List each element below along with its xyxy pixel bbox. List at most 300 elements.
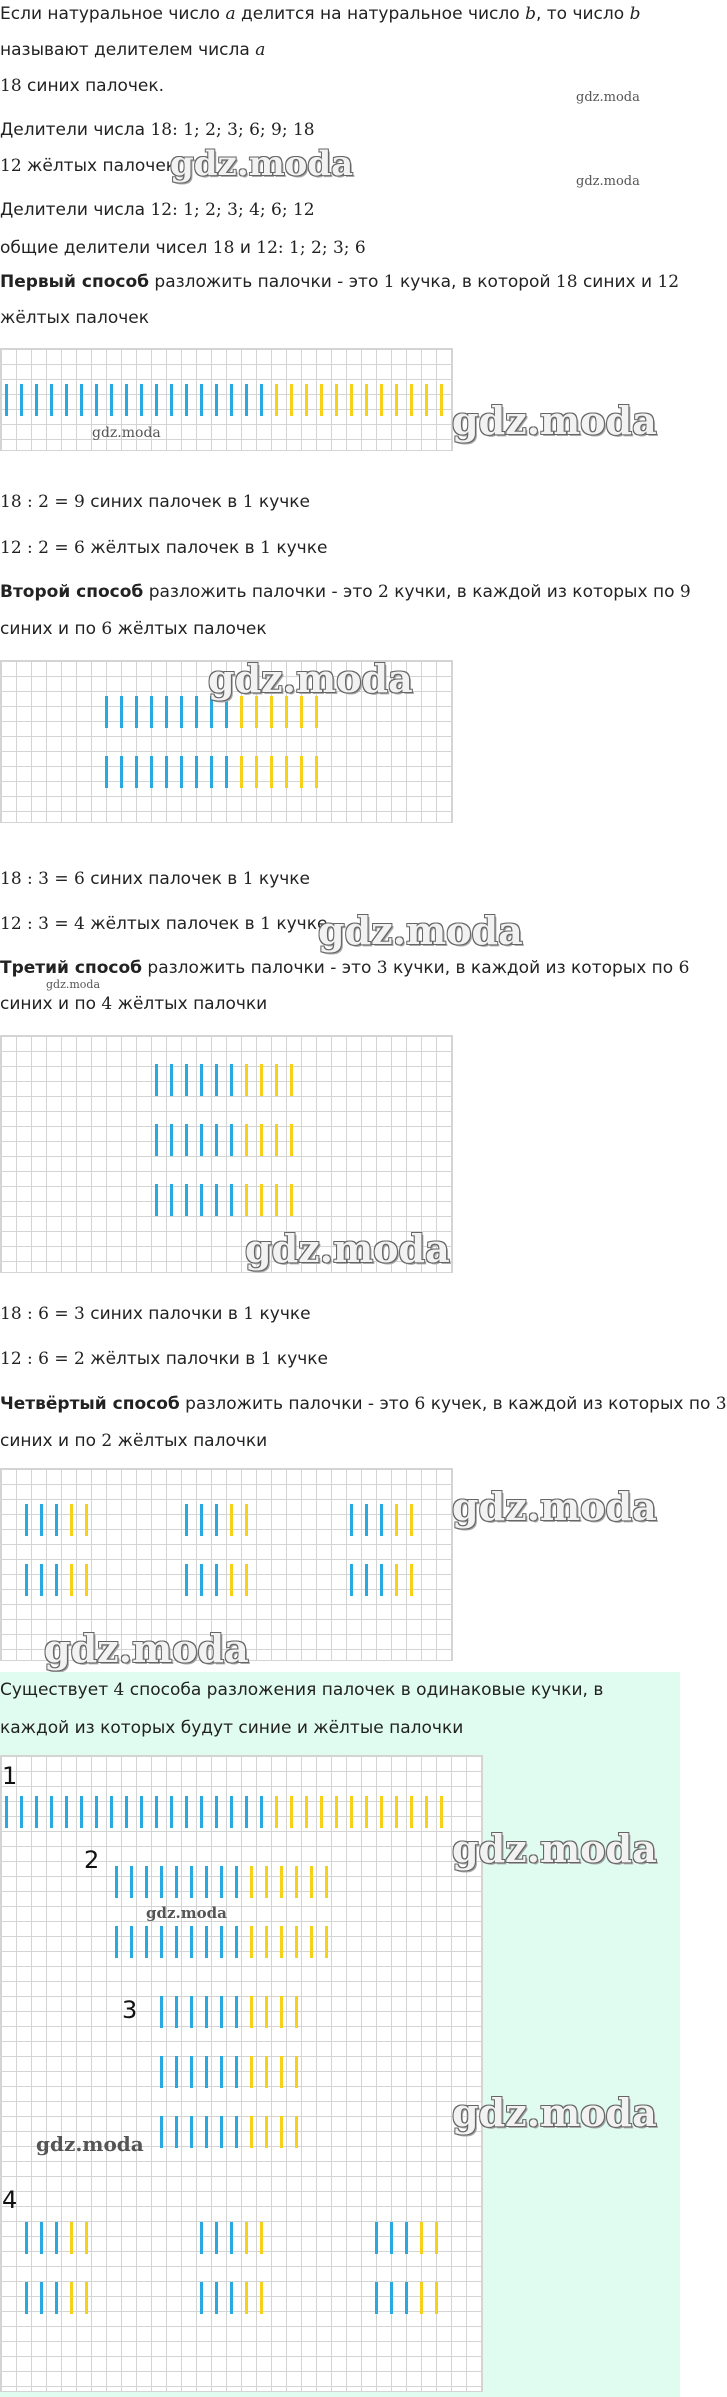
blue-stick <box>375 2222 378 2254</box>
blue-stick <box>160 2056 163 2088</box>
yellow-stick <box>380 1796 383 1828</box>
var-a: a <box>225 4 236 24</box>
yellow-stick <box>260 1064 263 1096</box>
blue-stick <box>230 1184 233 1216</box>
blue-stick <box>195 696 198 728</box>
text: разложить палочки - это <box>143 582 379 602</box>
watermark-small: gdz.moda <box>146 1904 227 1922</box>
intro-line-5 <box>0 154 181 178</box>
blue-stick <box>35 384 38 416</box>
blue-stick <box>190 1926 193 1958</box>
text: жёлтых палочек в <box>84 914 261 934</box>
blue-stick <box>235 2056 238 2088</box>
text: кучки, в каждой из которых по <box>388 582 680 602</box>
math: 18 : 3 = 6 <box>0 869 85 889</box>
method2-line-1 <box>0 580 691 604</box>
blue-stick <box>205 2116 208 2148</box>
text: кучек, в каждой из которых по <box>425 1394 716 1414</box>
text: называют делителем числа <box>0 40 256 60</box>
number: 18 <box>212 238 235 258</box>
blue-stick <box>25 2282 28 2314</box>
text: синих палочки в <box>84 1304 244 1324</box>
watermark-big: gdz.moda <box>452 1484 657 1529</box>
yellow-stick <box>290 1796 293 1828</box>
yellow-stick <box>285 756 288 788</box>
blue-stick <box>390 2282 393 2314</box>
blue-stick <box>350 1564 353 1596</box>
blue-stick <box>50 1796 53 1828</box>
blue-stick <box>105 696 108 728</box>
yellow-stick <box>70 1564 73 1596</box>
blue-stick <box>175 2116 178 2148</box>
yellow-stick <box>265 1866 268 1898</box>
blue-stick <box>20 384 23 416</box>
blue-stick <box>115 1926 118 1958</box>
blue-stick <box>125 1796 128 1828</box>
watermark-big: gdz.moda <box>452 2090 657 2135</box>
blue-stick <box>260 1796 263 1828</box>
number: 6 <box>678 958 690 978</box>
watermark-big: gdz.moda <box>208 656 413 701</box>
number: 9 <box>679 582 691 602</box>
yellow-stick <box>250 2116 253 2148</box>
yellow-stick <box>250 1866 253 1898</box>
blue-stick <box>95 384 98 416</box>
blue-stick <box>180 696 183 728</box>
yellow-stick <box>245 2222 248 2254</box>
yellow-stick <box>395 1564 398 1596</box>
blue-stick <box>380 1504 383 1536</box>
blue-stick <box>225 756 228 788</box>
blue-stick <box>155 384 158 416</box>
text: синих и по <box>0 1431 102 1451</box>
yellow-stick <box>290 1184 293 1216</box>
watermark-big: gdz.moda <box>44 1626 249 1671</box>
blue-stick <box>170 1064 173 1096</box>
text: синих и по <box>0 619 102 639</box>
yellow-stick <box>275 1124 278 1156</box>
math: 12 : 3 = 4 <box>0 914 85 934</box>
number: 3 <box>376 958 388 978</box>
math: 12: 1; 2; 3; 6 <box>256 238 366 258</box>
summary-label-3: 3 <box>122 1996 138 2024</box>
yellow-stick <box>410 1564 413 1596</box>
blue-stick <box>40 1564 43 1596</box>
yellow-stick <box>315 756 318 788</box>
method1-line-2 <box>0 306 149 330</box>
blue-stick <box>155 1124 158 1156</box>
blue-stick <box>220 1926 223 1958</box>
blue-stick <box>160 1866 163 1898</box>
blue-stick <box>110 384 113 416</box>
yellow-stick <box>260 1124 263 1156</box>
blue-stick <box>215 1124 218 1156</box>
method1-calc-2 <box>0 536 327 560</box>
blue-stick <box>65 384 68 416</box>
yellow-stick <box>310 1866 313 1898</box>
blue-stick <box>25 2222 28 2254</box>
blue-stick <box>190 2116 193 2148</box>
blue-stick <box>220 1996 223 2028</box>
text: каждой из которых будут синие и жёлтые палочки <box>0 1718 464 1738</box>
yellow-stick <box>250 2056 253 2088</box>
blue-stick <box>230 1796 233 1828</box>
blue-stick <box>110 1796 113 1828</box>
text: кучке <box>253 492 311 512</box>
method2-calc-1 <box>0 867 310 891</box>
yellow-stick <box>395 384 398 416</box>
math: 12 : 6 = 2 <box>0 1349 85 1369</box>
blue-stick <box>135 696 138 728</box>
var-b: b <box>629 4 641 24</box>
method-title: Первый способ <box>0 272 150 292</box>
blue-stick <box>200 1564 203 1596</box>
math: 18 : 2 = 9 <box>0 492 85 512</box>
yellow-stick <box>265 2116 268 2148</box>
watermark-small: gdz.moda <box>92 425 161 441</box>
blue-stick <box>230 1124 233 1156</box>
yellow-stick <box>295 1926 298 1958</box>
text: Делители числа <box>0 200 151 220</box>
summary-label-2: 2 <box>84 1846 100 1874</box>
math: 12 : 2 = 6 <box>0 538 85 558</box>
method4-line-2 <box>0 1429 267 1453</box>
blue-stick <box>125 384 128 416</box>
var-a: a <box>255 40 266 60</box>
text: , то число <box>535 4 630 24</box>
blue-stick <box>185 1184 188 1216</box>
text: Существует <box>0 1680 114 1700</box>
blue-stick <box>205 1926 208 1958</box>
text: кучке <box>271 1349 329 1369</box>
yellow-stick <box>85 2282 88 2314</box>
blue-stick <box>205 2056 208 2088</box>
number: 1 <box>260 1349 272 1369</box>
blue-stick <box>140 1796 143 1828</box>
yellow-stick <box>85 1504 88 1536</box>
yellow-stick <box>365 1796 368 1828</box>
blue-stick <box>155 1184 158 1216</box>
yellow-stick <box>310 1926 313 1958</box>
blue-stick <box>235 1926 238 1958</box>
yellow-stick <box>275 1796 278 1828</box>
yellow-stick <box>395 1796 398 1828</box>
blue-stick <box>115 1866 118 1898</box>
blue-stick <box>235 1866 238 1898</box>
method3-calc-2 <box>0 1347 328 1371</box>
blue-stick <box>185 1064 188 1096</box>
yellow-stick <box>320 384 323 416</box>
yellow-stick <box>245 1064 248 1096</box>
method2-line-2 <box>0 617 267 641</box>
math: 12: 1; 2; 3; 4; 6; 12 <box>150 200 315 220</box>
blue-stick <box>40 2222 43 2254</box>
summary-line-1 <box>0 1678 603 1702</box>
yellow-stick <box>320 1796 323 1828</box>
blue-stick <box>405 2282 408 2314</box>
blue-stick <box>130 1926 133 1958</box>
blue-stick <box>170 1796 173 1828</box>
blue-stick <box>95 1796 98 1828</box>
yellow-stick <box>280 2116 283 2148</box>
yellow-stick <box>290 1064 293 1096</box>
text: делится на натуральное число <box>235 4 526 24</box>
yellow-stick <box>435 2222 438 2254</box>
blue-stick <box>25 1564 28 1596</box>
yellow-stick <box>295 1866 298 1898</box>
text: и <box>234 238 257 258</box>
text: способа разложения палочек в одинаковые кучки, в <box>124 1680 604 1700</box>
text: кучке <box>253 869 311 889</box>
blue-stick <box>120 756 123 788</box>
yellow-stick <box>280 1926 283 1958</box>
yellow-stick <box>335 1796 338 1828</box>
yellow-stick <box>270 756 273 788</box>
blue-stick <box>215 1504 218 1536</box>
number: 3 <box>715 1394 727 1414</box>
blue-stick <box>260 384 263 416</box>
blue-stick <box>5 384 8 416</box>
text: разложить палочки - это <box>142 958 377 978</box>
yellow-stick <box>245 1184 248 1216</box>
yellow-stick <box>245 1124 248 1156</box>
yellow-stick <box>280 1866 283 1898</box>
yellow-stick <box>300 756 303 788</box>
intro-line-3 <box>0 74 164 98</box>
blue-stick <box>200 384 203 416</box>
blue-stick <box>160 1926 163 1958</box>
yellow-stick <box>295 1996 298 2028</box>
blue-stick <box>185 384 188 416</box>
yellow-stick <box>420 2222 423 2254</box>
yellow-stick <box>280 2056 283 2088</box>
summary-label-4: 4 <box>2 2186 18 2214</box>
method3-calc-1 <box>0 1302 311 1326</box>
number: 12 <box>0 156 22 176</box>
blue-stick <box>190 2056 193 2088</box>
number: 4 <box>101 994 113 1014</box>
text: жёлтых палочек в <box>84 538 261 558</box>
blue-stick <box>215 384 218 416</box>
watermark-big: gdz.moda <box>245 1226 450 1271</box>
blue-stick <box>200 1124 203 1156</box>
yellow-stick <box>395 1504 398 1536</box>
watermark-small: gdz.moda <box>36 2132 144 2156</box>
yellow-stick <box>265 1926 268 1958</box>
number: 1 <box>243 1304 255 1324</box>
blue-stick <box>40 2282 43 2314</box>
yellow-stick <box>70 2282 73 2314</box>
blue-stick <box>180 756 183 788</box>
blue-stick <box>380 1564 383 1596</box>
yellow-stick <box>240 756 243 788</box>
blue-stick <box>245 1796 248 1828</box>
blue-stick <box>235 2116 238 2148</box>
number: 1 <box>260 914 271 934</box>
blue-stick <box>365 1564 368 1596</box>
yellow-stick <box>250 1926 253 1958</box>
yellow-stick <box>290 384 293 416</box>
text: жёлтых палочки <box>112 1431 268 1451</box>
method-title: Второй способ <box>0 582 144 602</box>
number: 1 <box>242 869 254 889</box>
blue-stick <box>210 756 213 788</box>
blue-stick <box>150 696 153 728</box>
blue-stick <box>40 1504 43 1536</box>
yellow-stick <box>250 1996 253 2028</box>
yellow-stick <box>265 2056 268 2088</box>
blue-stick <box>200 1504 203 1536</box>
blue-stick <box>165 696 168 728</box>
yellow-stick <box>440 1796 443 1828</box>
yellow-stick <box>275 1064 278 1096</box>
blue-stick <box>55 2222 58 2254</box>
watermark-big: gdz.moda <box>452 398 657 443</box>
blue-stick <box>200 2282 203 2314</box>
blue-stick <box>215 1184 218 1216</box>
blue-stick <box>160 2116 163 2148</box>
yellow-stick <box>265 1996 268 2028</box>
blue-stick <box>55 2282 58 2314</box>
yellow-stick <box>290 1124 293 1156</box>
blue-stick <box>55 1504 58 1536</box>
text: кучки, в каждой из которых по <box>387 958 679 978</box>
var-b: b <box>525 4 536 24</box>
yellow-stick <box>260 1184 263 1216</box>
blue-stick <box>230 2282 233 2314</box>
text: жёлтых палочек <box>112 619 267 639</box>
yellow-stick <box>425 1796 428 1828</box>
yellow-stick <box>410 384 413 416</box>
blue-stick <box>220 2056 223 2088</box>
yellow-stick <box>305 384 308 416</box>
method-title: Третий способ <box>0 958 143 978</box>
intro-line-4 <box>0 118 315 142</box>
blue-stick <box>65 1796 68 1828</box>
blue-stick <box>185 1504 188 1536</box>
text: кучке <box>254 1304 311 1324</box>
number: 4 <box>113 1680 125 1700</box>
watermark-big: gdz.moda <box>170 144 354 184</box>
blue-stick <box>150 756 153 788</box>
method3-line-2 <box>0 992 267 1016</box>
blue-stick <box>145 1926 148 1958</box>
number: 1 <box>242 492 254 512</box>
yellow-stick <box>70 1504 73 1536</box>
blue-stick <box>185 1564 188 1596</box>
summary-line-2 <box>0 1716 463 1740</box>
blue-stick <box>5 1796 8 1828</box>
text: жёлтых палочек <box>0 308 149 328</box>
blue-stick <box>175 1866 178 1898</box>
blue-stick <box>175 1926 178 1958</box>
blue-stick <box>120 696 123 728</box>
blue-stick <box>190 1996 193 2028</box>
blue-stick <box>405 2222 408 2254</box>
blue-stick <box>80 384 83 416</box>
blue-stick <box>155 1796 158 1828</box>
text: общие делители чисел <box>0 238 213 258</box>
blue-stick <box>365 1504 368 1536</box>
blue-stick <box>170 384 173 416</box>
yellow-stick <box>365 384 368 416</box>
summary-label-1: 1 <box>2 1762 18 1790</box>
yellow-stick <box>245 2282 248 2314</box>
text: жёлтых палочки в <box>84 1349 261 1369</box>
text: жёлтых палочки <box>112 994 268 1014</box>
yellow-stick <box>435 2282 438 2314</box>
blue-stick <box>230 384 233 416</box>
intro-line-7 <box>0 236 366 260</box>
method2-calc-2 <box>0 912 327 936</box>
method3-line-1 <box>0 956 689 980</box>
yellow-stick <box>305 1796 308 1828</box>
blue-stick <box>375 2282 378 2314</box>
blue-stick <box>35 1796 38 1828</box>
blue-stick <box>350 1504 353 1536</box>
blue-stick <box>190 1866 193 1898</box>
watermark-big: gdz.moda <box>452 1826 657 1871</box>
blue-stick <box>175 2056 178 2088</box>
math: 18: 1; 2; 3; 6; 9; 18 <box>150 120 315 140</box>
yellow-stick <box>85 2222 88 2254</box>
watermark-big: gdz.moda <box>318 908 523 953</box>
number: 2 <box>378 582 389 602</box>
blue-stick <box>185 1124 188 1156</box>
number: 18 <box>0 76 22 96</box>
watermark-small: gdz.moda <box>576 174 640 189</box>
text: синих и по <box>0 994 102 1014</box>
number: 6 <box>101 619 113 639</box>
blue-stick <box>170 1124 173 1156</box>
blue-stick <box>160 1996 163 2028</box>
blue-stick <box>80 1796 83 1828</box>
yellow-stick <box>350 1796 353 1828</box>
blue-stick <box>205 1866 208 1898</box>
text: жёлтых палочек. <box>21 156 182 176</box>
number: 1 <box>260 538 271 558</box>
blue-stick <box>20 1796 23 1828</box>
yellow-stick <box>245 1564 248 1596</box>
yellow-stick <box>380 384 383 416</box>
blue-stick <box>135 756 138 788</box>
blue-stick <box>245 384 248 416</box>
blue-stick <box>220 2116 223 2148</box>
yellow-stick <box>325 1866 328 1898</box>
math: 18 : 6 = 3 <box>0 1304 85 1324</box>
yellow-stick <box>255 756 258 788</box>
blue-stick <box>230 2222 233 2254</box>
number: 18 <box>555 272 578 292</box>
yellow-stick <box>280 1996 283 2028</box>
blue-stick <box>215 1564 218 1596</box>
method1-calc-1 <box>0 490 310 514</box>
text: разложить палочки - это <box>149 272 384 292</box>
yellow-stick <box>230 1504 233 1536</box>
blue-stick <box>200 1796 203 1828</box>
number: 12 <box>657 272 680 292</box>
intro-line-1 <box>0 2 640 26</box>
yellow-stick <box>335 384 338 416</box>
blue-stick <box>220 1866 223 1898</box>
yellow-stick <box>425 384 428 416</box>
text: синих палочек. <box>21 76 165 96</box>
text: кучке <box>270 914 328 934</box>
number: 6 <box>414 1394 426 1414</box>
yellow-stick <box>410 1504 413 1536</box>
yellow-stick <box>260 2282 263 2314</box>
blue-stick <box>105 756 108 788</box>
